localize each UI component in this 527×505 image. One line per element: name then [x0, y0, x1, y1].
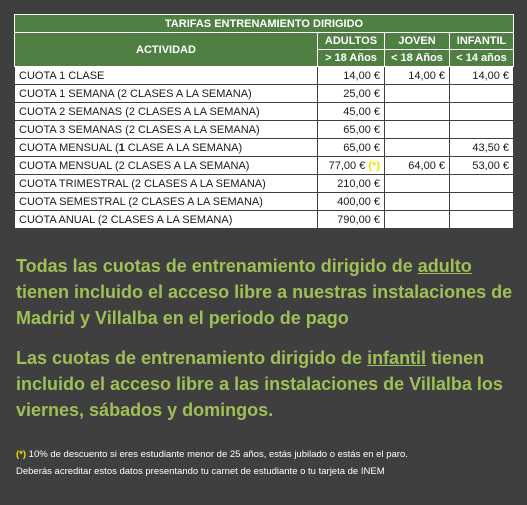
row-activity-count: 1 [118, 141, 125, 154]
header-activity: ACTIVIDAD [15, 33, 318, 67]
price-infantil: 43,50 € [450, 139, 514, 157]
price-adults: 210,00 € [318, 175, 385, 193]
header-infantil-age: < 14 años [450, 50, 514, 67]
footnote [16, 446, 516, 480]
infantil-note-keyword: infantil [367, 348, 427, 368]
price-adults: 65,00 € [318, 121, 385, 139]
table-row [15, 67, 514, 85]
price-infantil: 14,00 € [450, 67, 514, 85]
price-joven [385, 211, 450, 229]
price-joven [385, 85, 450, 103]
row-activity-pre: CUOTA MENSUAL ( [19, 141, 119, 154]
price-joven [385, 103, 450, 121]
table-row [15, 85, 514, 103]
adult-access-note [16, 253, 516, 331]
row-activity: CUOTA TRIMESTRAL (2 CLASES A LA SEMANA) [15, 175, 318, 193]
table-row [15, 157, 514, 175]
price-joven: 14,00 € [385, 67, 450, 85]
row-activity-post: CLASE A LA SEMANA) [124, 141, 243, 154]
row-activity: CUOTA 1 SEMANA (2 CLASES A LA SEMANA) [15, 85, 318, 103]
row-activity: CUOTA 1 CLASE [15, 67, 318, 85]
price-adults: 65,00 € [318, 139, 385, 157]
row-activity [15, 139, 318, 157]
price-infantil [450, 85, 514, 103]
price-adults: 14,00 € [318, 67, 385, 85]
footnote-mark: (*) [16, 449, 27, 460]
infantil-note-post: tienen incluido el acceso libre a las instalaciones de Villalba los viernes, sábados y domingos. [16, 348, 503, 420]
table-row [15, 121, 514, 139]
footnote-text-1: 10% de descuento si eres estudiante menor de 25 años, estás jubilado o estás en el paro. [26, 449, 408, 460]
discount-mark: (*) [368, 159, 380, 172]
price-infantil [450, 103, 514, 121]
price-adults [318, 157, 385, 175]
header-adults-age: > 18 Años [318, 50, 385, 67]
price-infantil [450, 175, 514, 193]
row-activity: CUOTA MENSUAL (2 CLASES A LA SEMANA) [15, 157, 318, 175]
table-row [15, 139, 514, 157]
price-infantil: 53,00 € [450, 157, 514, 175]
row-activity: CUOTA SEMESTRAL (2 CLASES A LA SEMANA) [15, 193, 318, 211]
header-joven: JOVEN [385, 33, 450, 50]
footnote-line-2: Deberás acreditar estos datos presentando tu carnet de estudiante o tu tarjeta de INEM [16, 466, 385, 477]
adult-note-keyword: adulto [417, 256, 472, 276]
price-adults: 400,00 € [318, 193, 385, 211]
header-infantil: INFANTIL [450, 33, 514, 50]
header-adults: ADULTOS [318, 33, 385, 50]
price-infantil [450, 121, 514, 139]
price-adults: 790,00 € [318, 211, 385, 229]
table-title: TARIFAS ENTRENAMIENTO DIRIGIDO [15, 15, 514, 33]
table-row [15, 103, 514, 121]
table-row [15, 211, 514, 229]
price-joven [385, 121, 450, 139]
row-activity: CUOTA 2 SEMANAS (2 CLASES A LA SEMANA) [15, 103, 318, 121]
header-joven-age: < 18 Años [385, 50, 450, 67]
price-infantil [450, 211, 514, 229]
adult-note-pre: Todas las cuotas de entrenamiento dirigido de [16, 256, 418, 276]
price-adults: 45,00 € [318, 103, 385, 121]
pricing-table [14, 14, 514, 229]
footnote-line-1 [16, 446, 516, 463]
table-row [15, 175, 514, 193]
row-activity: CUOTA 3 SEMANAS (2 CLASES A LA SEMANA) [15, 121, 318, 139]
infantil-access-note [16, 345, 516, 423]
price-infantil [450, 193, 514, 211]
adult-note-post: tienen incluido el acceso libre a nuestras instalaciones de Madrid y Villalba en el periodo de pago [16, 282, 513, 328]
infantil-note-pre: Las cuotas de entrenamiento dirigido de [16, 348, 368, 368]
price-adults: 25,00 € [318, 85, 385, 103]
price-joven: 64,00 € [385, 157, 450, 175]
price-joven [385, 193, 450, 211]
price-adults-value: 77,00 € [328, 159, 366, 172]
price-joven [385, 175, 450, 193]
price-joven [385, 139, 450, 157]
table-row [15, 193, 514, 211]
row-activity: CUOTA ANUAL (2 CLASES A LA SEMANA) [15, 211, 318, 229]
